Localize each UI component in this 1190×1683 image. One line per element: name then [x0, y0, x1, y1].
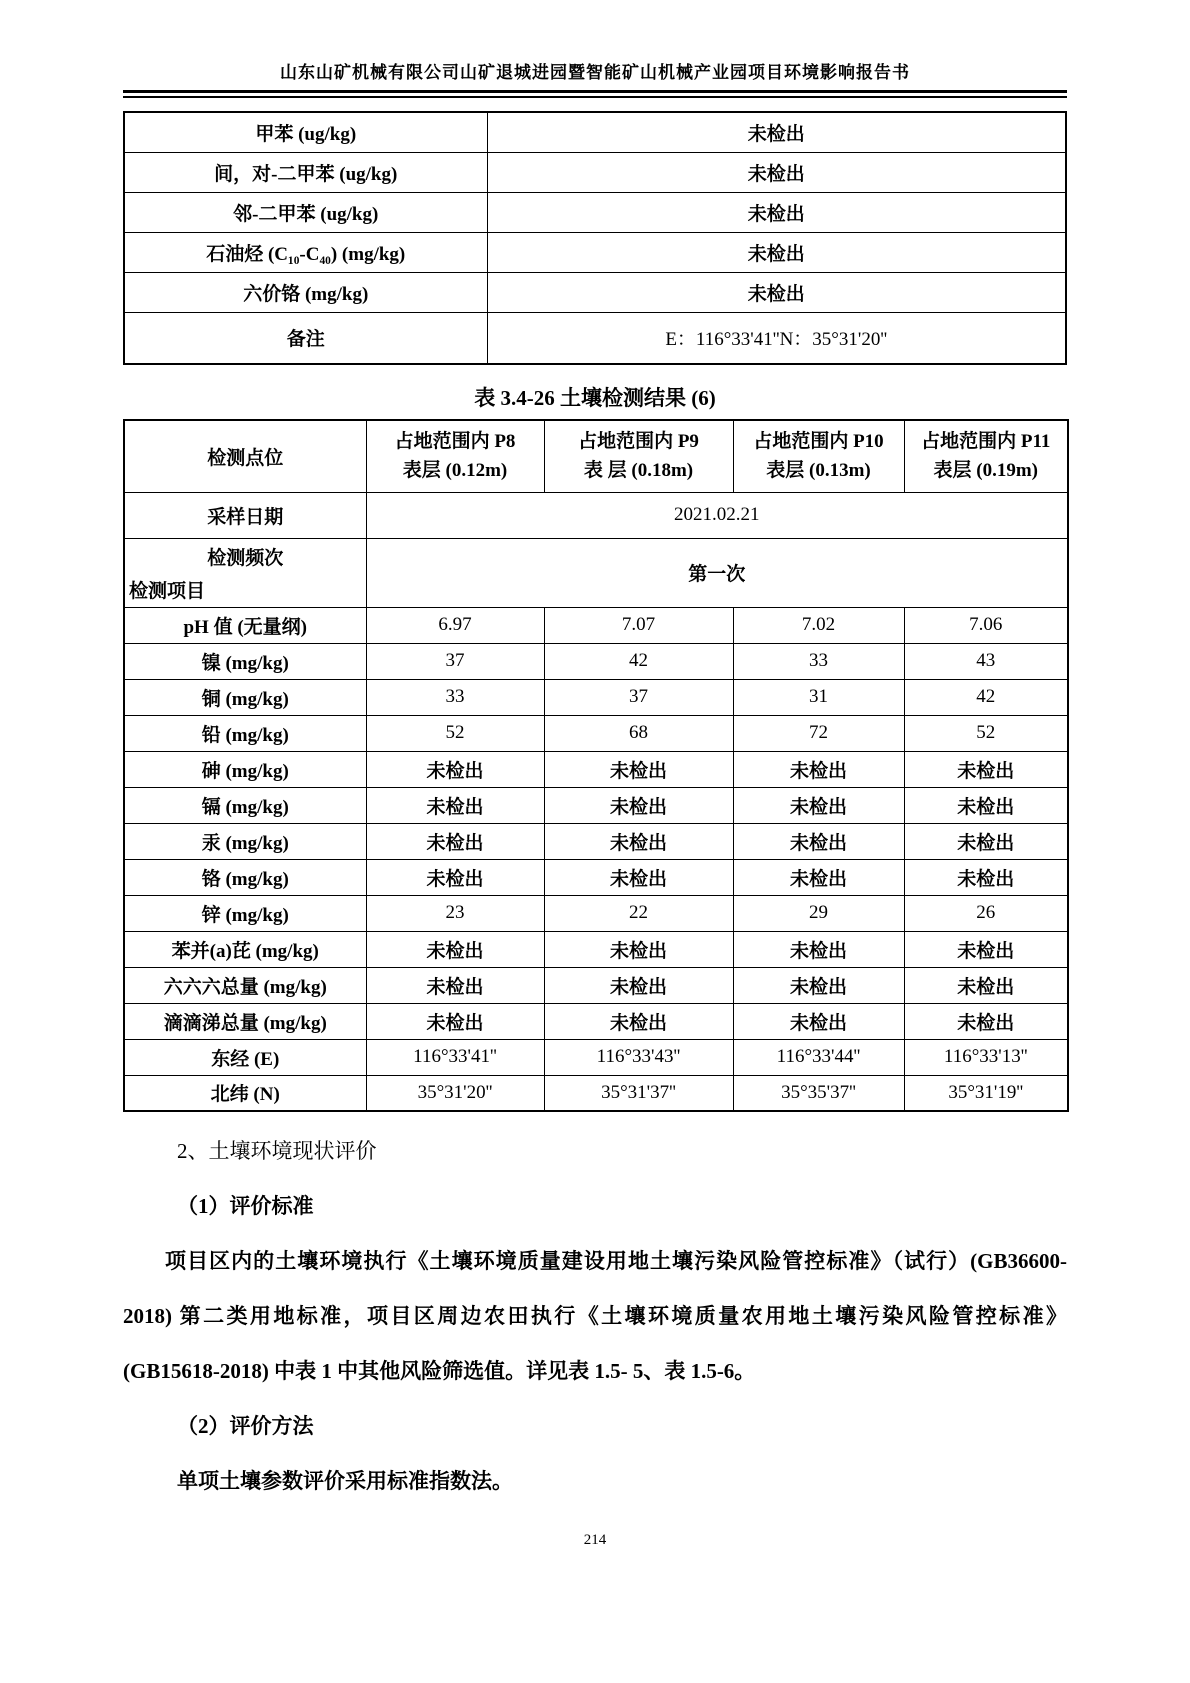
parameter-label: 邻-二甲苯 (ug/kg) — [124, 192, 487, 232]
frequency-label: 检测频次 — [207, 547, 284, 569]
data-row — [124, 823, 1068, 859]
value-p9: 未检出 — [544, 751, 733, 787]
value-p10: 31 — [733, 679, 904, 715]
item-label: 检测项目 — [129, 580, 206, 602]
value-p9: 7.07 — [544, 607, 733, 643]
value-p10: 未检出 — [733, 787, 904, 823]
value-p10: 未检出 — [733, 859, 904, 895]
value-p8: 35°31'20'' — [366, 1075, 544, 1111]
corner-header: 检测点位 — [124, 420, 366, 492]
value-p11: 116°33'13'' — [904, 1039, 1068, 1075]
value-p9: 未检出 — [544, 859, 733, 895]
value-p9: 116°33'43'' — [544, 1039, 733, 1075]
value-p11: 未检出 — [904, 859, 1068, 895]
sampling-depth-label: 表层 (0.13m) — [766, 460, 871, 482]
value-p10: 35°35'37'' — [733, 1075, 904, 1111]
value-p8: 23 — [366, 895, 544, 931]
paragraph-method: 单项土壤参数评价采用标准指数法。 — [177, 1469, 513, 1493]
parameter-label: 石油烃 (C₁₀-C₄₀) (mg/kg) — [124, 232, 487, 272]
parameter-label: 砷 (mg/kg) — [124, 751, 366, 787]
sampling-date-label: 采样日期 — [124, 492, 366, 538]
value-p11: 未检出 — [904, 931, 1068, 967]
parameter-label: 镉 (mg/kg) — [124, 787, 366, 823]
parameter-label: 东经 (E) — [124, 1039, 366, 1075]
frequency-value: 第一次 — [366, 538, 1068, 607]
parameter-label: 六六六总量 (mg/kg) — [124, 967, 366, 1003]
parameter-label: 镍 (mg/kg) — [124, 643, 366, 679]
page-number: 214 — [583, 1532, 607, 1548]
data-row — [124, 679, 1068, 715]
value-p8: 37 — [366, 643, 544, 679]
value-p8: 未检出 — [366, 859, 544, 895]
value-p11: 未检出 — [904, 751, 1068, 787]
value-p11: 未检出 — [904, 787, 1068, 823]
data-row — [124, 967, 1068, 1003]
column-header — [904, 420, 1068, 492]
parameter-label: 备注 — [124, 312, 487, 364]
data-row — [124, 643, 1068, 679]
section-heading: 2、土壤环境现状评价 — [177, 1139, 377, 1163]
value-p10: 7.02 — [733, 607, 904, 643]
parameter-value: 未检出 — [487, 272, 1066, 312]
table-row — [124, 152, 1066, 192]
frequency-row — [124, 538, 1068, 607]
sampling-depth-label: 表层 (0.12m) — [402, 460, 508, 482]
paragraph-standards: 项目区内的土壤环境执行《土壤环境质量建设用地土壤污染风险管控标准》（试行）(GB36600-2018) 第二类用地标准，项目区周边农田执行《土壤环境质量农用地土壤污染风险管控标准》(GB15618-2018) 中表 1 中其他风险筛选值。详见表 1.5- 5、表 1.5-6。 — [123, 1249, 1067, 1383]
parameter-label: 汞 (mg/kg) — [124, 823, 366, 859]
value-p11: 42 — [904, 679, 1068, 715]
evaluation-section — [123, 1124, 1067, 1509]
value-p9: 未检出 — [544, 931, 733, 967]
table-row — [124, 192, 1066, 232]
table-row — [124, 312, 1066, 364]
value-p8: 未检出 — [366, 751, 544, 787]
value-p11: 52 — [904, 715, 1068, 751]
parameter-label: 北纬 (N) — [124, 1075, 366, 1111]
value-p10: 116°33'44'' — [733, 1039, 904, 1075]
value-p9: 未检出 — [544, 823, 733, 859]
value-p9: 22 — [544, 895, 733, 931]
value-p11: 35°31'19'' — [904, 1075, 1068, 1111]
value-p9: 35°31'37'' — [544, 1075, 733, 1111]
subsection-heading-1: （1）评价标准 — [177, 1194, 314, 1218]
value-p8: 未检出 — [366, 931, 544, 967]
soil-results-table — [123, 419, 1069, 1112]
value-p8: 116°33'41'' — [366, 1039, 544, 1075]
sampling-depth-label: 表 层 (0.18m) — [583, 460, 694, 482]
data-row — [124, 859, 1068, 895]
value-p11: 未检出 — [904, 967, 1068, 1003]
subsection-heading-2: （2）评价方法 — [177, 1414, 314, 1438]
page-content — [123, 0, 1067, 1509]
data-row — [124, 607, 1068, 643]
monitoring-point-label: 占地范围内 P8 — [394, 431, 516, 453]
value-p10: 29 — [733, 895, 904, 931]
value-p8: 33 — [366, 679, 544, 715]
table-row — [124, 232, 1066, 272]
parameter-value: 未检出 — [487, 192, 1066, 232]
parameter-value: 未检出 — [487, 152, 1066, 192]
sampling-date-row — [124, 492, 1068, 538]
value-p8: 6.97 — [366, 607, 544, 643]
data-row — [124, 751, 1068, 787]
header-rule — [123, 90, 1067, 98]
value-p9: 未检出 — [544, 1003, 733, 1039]
monitoring-point-label: 占地范围内 P9 — [578, 431, 699, 453]
column-header — [366, 420, 544, 492]
value-p8: 未检出 — [366, 823, 544, 859]
value-p8: 52 — [366, 715, 544, 751]
column-header — [733, 420, 904, 492]
column-header — [544, 420, 733, 492]
header-row — [124, 420, 1068, 492]
data-row — [124, 895, 1068, 931]
data-row — [124, 715, 1068, 751]
parameter-label: 铜 (mg/kg) — [124, 679, 366, 715]
table-row — [124, 112, 1066, 152]
value-p8: 未检出 — [366, 967, 544, 1003]
value-p9: 未检出 — [544, 787, 733, 823]
value-p10: 72 — [733, 715, 904, 751]
sampling-date-value: 2021.02.21 — [366, 492, 1068, 538]
value-p11: 7.06 — [904, 607, 1068, 643]
value-p8: 未检出 — [366, 1003, 544, 1039]
parameter-label: 苯并(a)芘 (mg/kg) — [124, 931, 366, 967]
data-row — [124, 1003, 1068, 1039]
table-title: 表 3.4-26 土壤检测结果 (6) — [474, 386, 716, 410]
frequency-corner-cell — [124, 538, 366, 607]
report-title: 山东山矿机械有限公司山矿退城进园暨智能矿山机械产业园项目环境影响报告书 — [280, 63, 910, 82]
parameter-label: pH 值 (无量纲) — [124, 607, 366, 643]
header-rule-thin — [123, 96, 1067, 98]
data-row — [124, 1075, 1068, 1111]
parameter-label: 铬 (mg/kg) — [124, 859, 366, 895]
value-p9: 68 — [544, 715, 733, 751]
parameter-label: 铅 (mg/kg) — [124, 715, 366, 751]
value-p8: 未检出 — [366, 787, 544, 823]
value-p11: 26 — [904, 895, 1068, 931]
value-p9: 未检出 — [544, 967, 733, 1003]
value-p10: 未检出 — [733, 967, 904, 1003]
value-p9: 42 — [544, 643, 733, 679]
soil-parameters-table-continued — [123, 111, 1067, 365]
parameter-label: 甲苯 (ug/kg) — [124, 112, 487, 152]
parameter-value: E：116°33'41''N：35°31'20'' — [487, 312, 1066, 364]
parameter-value: 未检出 — [487, 232, 1066, 272]
value-p10: 未检出 — [733, 823, 904, 859]
sampling-depth-label: 表层 (0.19m) — [933, 460, 1038, 482]
value-p11: 未检出 — [904, 1003, 1068, 1039]
value-p9: 37 — [544, 679, 733, 715]
value-p11: 未检出 — [904, 823, 1068, 859]
value-p10: 未检出 — [733, 751, 904, 787]
value-p11: 43 — [904, 643, 1068, 679]
parameter-label: 滴滴涕总量 (mg/kg) — [124, 1003, 366, 1039]
data-row — [124, 1039, 1068, 1075]
table-row — [124, 272, 1066, 312]
parameter-label: 间，对-二甲苯 (ug/kg) — [124, 152, 487, 192]
monitoring-point-label: 占地范围内 P11 — [921, 431, 1051, 453]
parameter-label: 六价铬 (mg/kg) — [124, 272, 487, 312]
parameter-value: 未检出 — [487, 112, 1066, 152]
monitoring-point-label: 占地范围内 P10 — [753, 431, 884, 453]
value-p10: 33 — [733, 643, 904, 679]
value-p10: 未检出 — [733, 1003, 904, 1039]
value-p10: 未检出 — [733, 931, 904, 967]
data-row — [124, 931, 1068, 967]
parameter-label: 锌 (mg/kg) — [124, 895, 366, 931]
data-row — [124, 787, 1068, 823]
